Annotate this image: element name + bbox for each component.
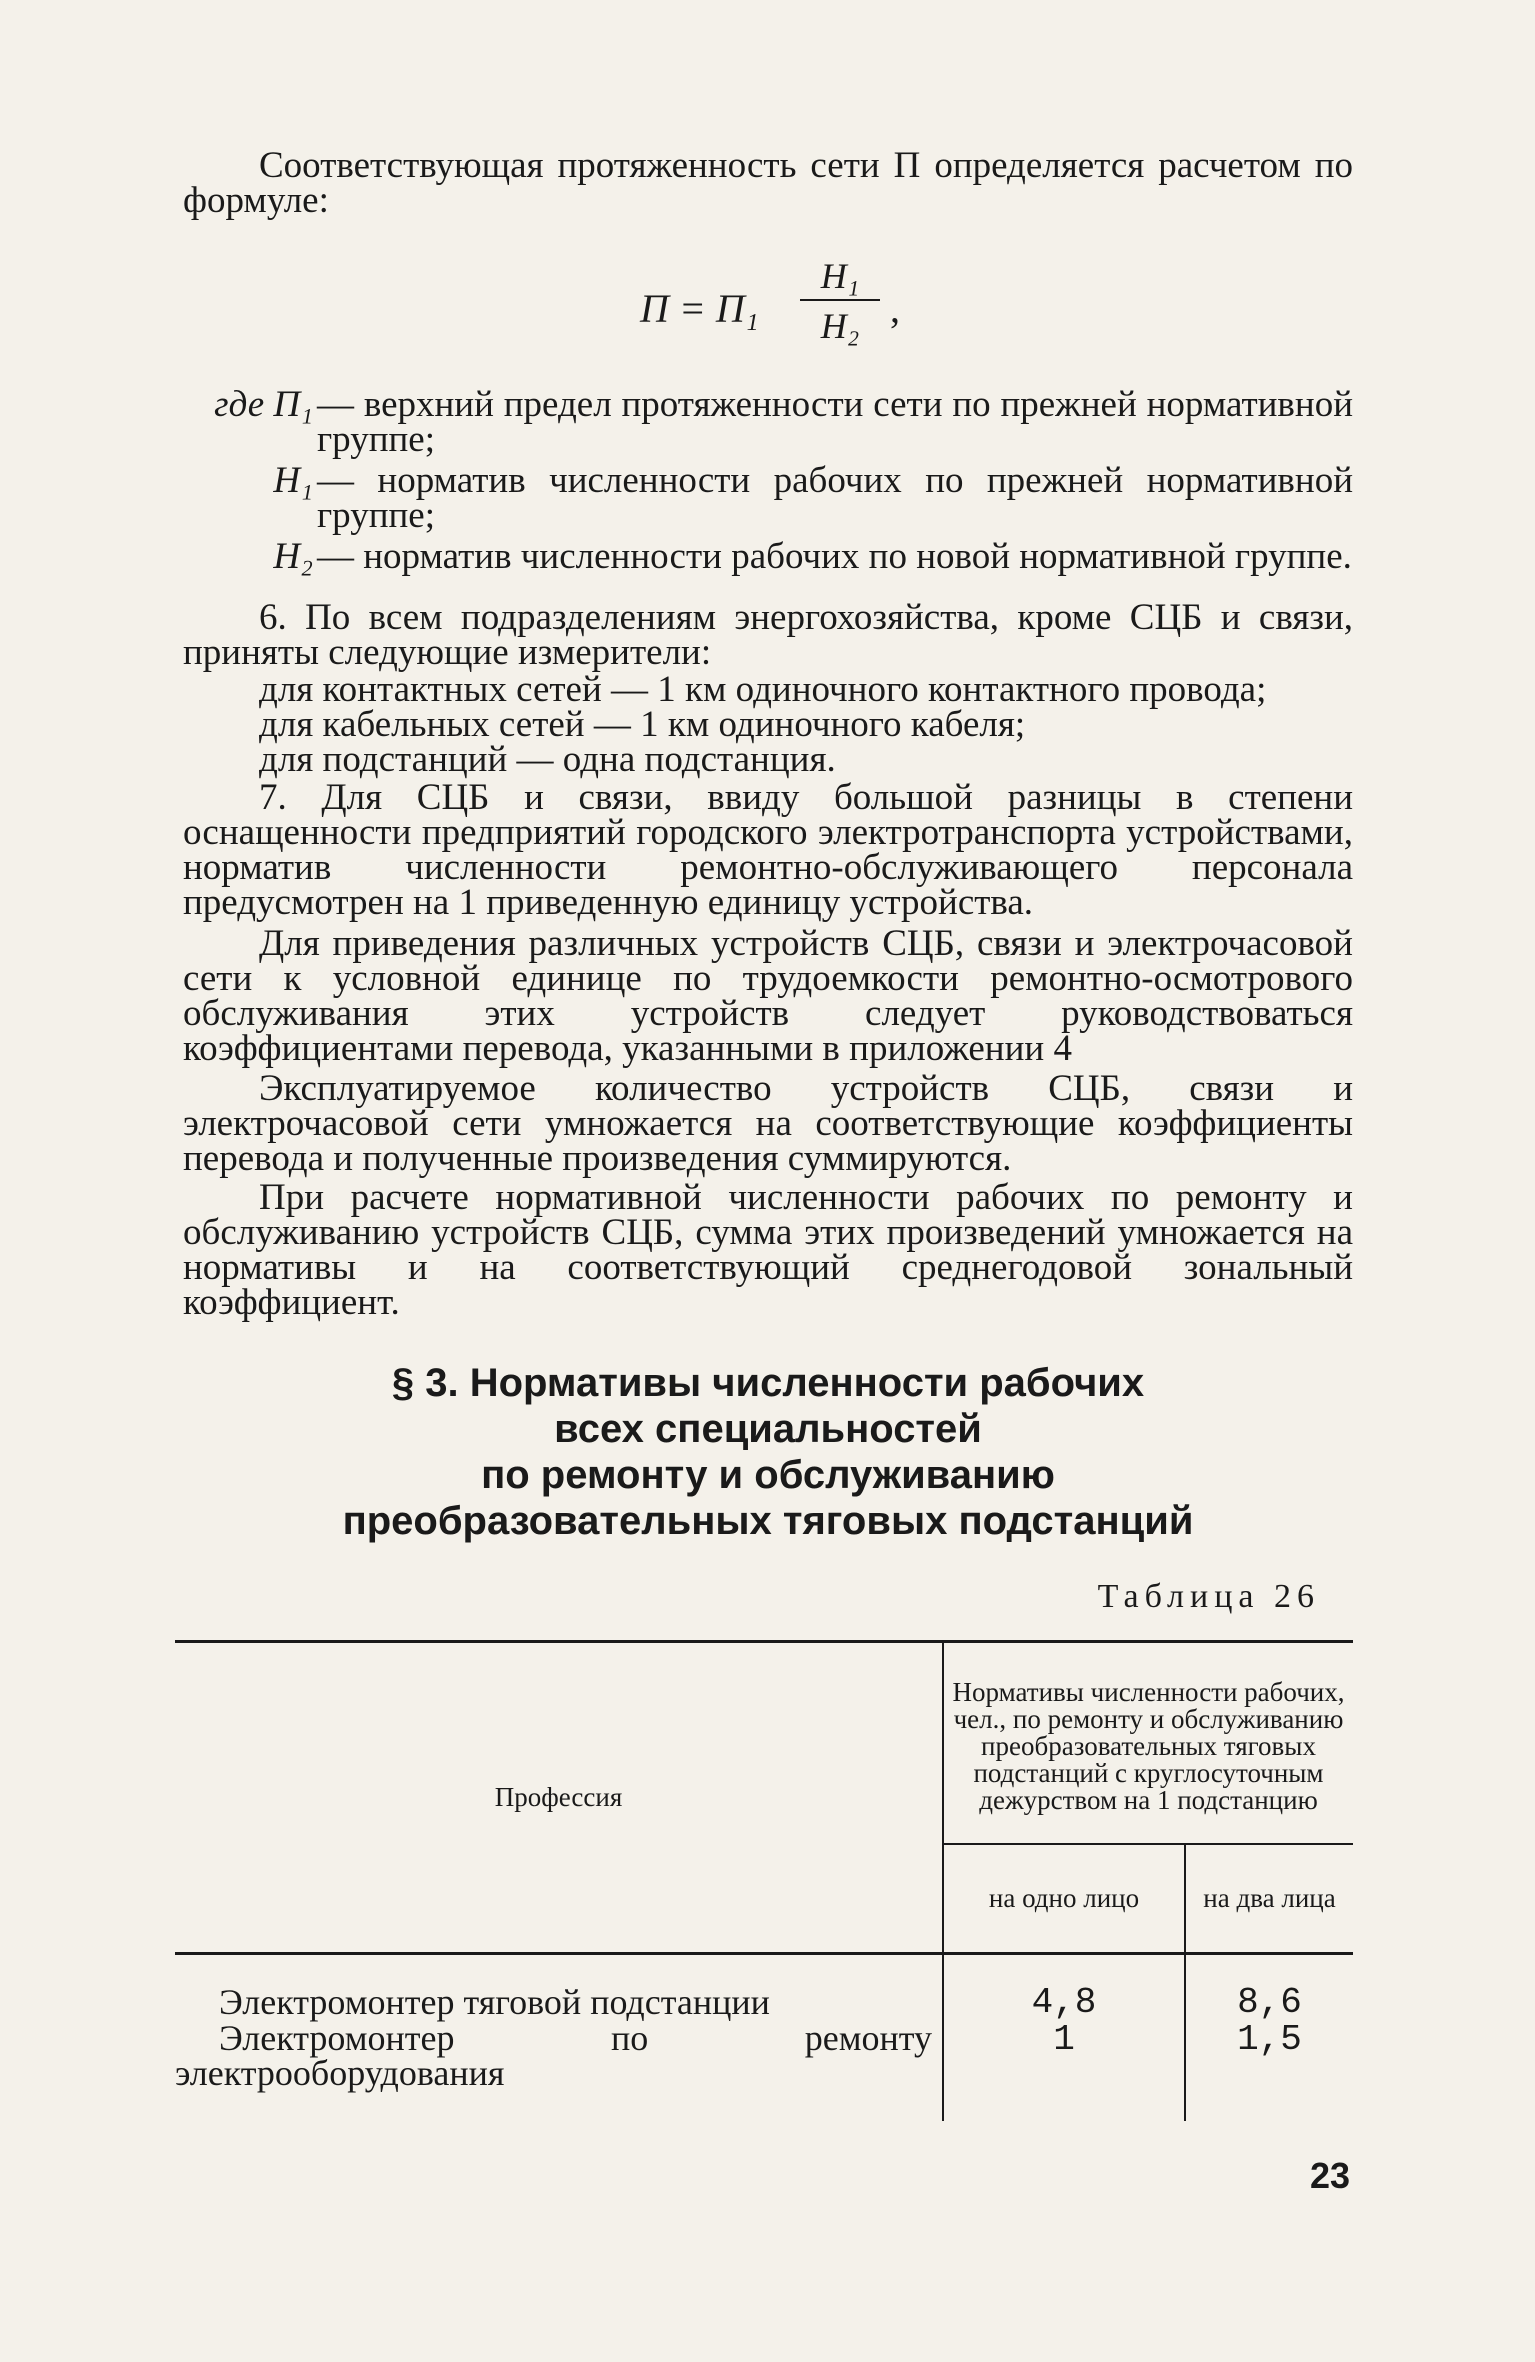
formula-denominator: H₂	[820, 306, 860, 346]
formula-lhs: П = П₁	[640, 286, 759, 331]
heading-line: по ремонту и обслуживанию	[481, 1453, 1055, 1497]
cell-profession: Электромонтер тяговой подстанции	[175, 1954, 943, 2022]
definition-symbol: Н₁	[273, 460, 313, 501]
cell-one-person: 1	[943, 2021, 1185, 2121]
paragraph-8: Для приведения различных устройств СЦБ, связи и электрочасовой сети к условной единице по трудоемкости ремонтно-осмотрового обслуживания этих устройств следует руководствоваться коэффициентами перевода, указанными в приложении 4	[183, 923, 1353, 1069]
definitions-list	[183, 384, 1353, 580]
formula-numerator: H₁	[820, 256, 860, 296]
definition-text: — норматив численности рабочих по прежней нормативной группе;	[317, 460, 1353, 536]
formula-tail: ,	[890, 286, 900, 331]
paragraph-10: При расчете нормативной численности рабочих по ремонту и обслуживанию устройств СЦБ, сумма этих произведений умножается на нормативы и на соответствующий среднегодовой зональный коэффициент.	[183, 1177, 1353, 1323]
heading-line: § 3. Нормативы численности рабочих	[391, 1361, 1145, 1405]
paragraph-9: Эксплуатируемое количество устройств СЦБ, связи и электрочасовой сети умножается на соответствующие коэффициенты перевода и полученные произведения суммируются.	[183, 1068, 1353, 1179]
cell-profession: Электромонтер по ремонту электрооборудования	[175, 2021, 943, 2121]
definition-item	[183, 536, 1353, 577]
heading-line: всех специальностей	[554, 1407, 982, 1451]
measure-item: для контактных сетей — 1 км одиночного контактного провода;	[259, 669, 1267, 710]
header-norms-group: Нормативы численности рабочих, чел., по ремонту и обслуживанию преобразовательных тяговых подстанций с круглосуточным дежурством на 1 подстанцию	[943, 1642, 1353, 1845]
measures-list	[183, 669, 1353, 780]
definition-text: — норматив численности рабочих по новой нормативной группе.	[317, 536, 1352, 577]
cell-two-persons: 1,5	[1237, 2019, 1302, 2060]
cell-one-person: 4,8	[943, 1954, 1185, 2022]
fraction-bar	[800, 299, 880, 301]
table-row	[175, 2021, 1353, 2121]
section-heading	[183, 1360, 1353, 1544]
paragraph-7: 7. Для СЦБ и связи, ввиду большой разницы в степени оснащенности предприятий городского электротранспорта устройствами, норматив численности ремонтно-обслуживающего персонала предусмотрен на 1 приведенную единицу устройства.	[183, 777, 1353, 923]
definition-item	[183, 460, 1353, 536]
cell-two-persons: 8,6	[1237, 1982, 1302, 2023]
paragraph-6: 6. По всем подразделениям энергохозяйства, кроме СЦБ и связи, приняты следующие измерители:	[183, 597, 1353, 673]
header-profession: Профессия	[175, 1642, 943, 1954]
heading-line: преобразовательных тяговых подстанций	[342, 1499, 1194, 1543]
norms-table	[175, 1640, 1353, 2121]
header-one-person: на одно лицо	[943, 1844, 1185, 1954]
definition-item	[183, 384, 1353, 460]
definition-text: — верхний предел протяженности сети по прежней нормативной группе;	[317, 384, 1353, 460]
table-row	[175, 1954, 1353, 2022]
formula-fraction	[800, 255, 880, 347]
measure-item: для кабельных сетей — 1 км одиночного кабеля;	[259, 704, 1026, 745]
definition-symbol: где П₁	[214, 384, 313, 425]
definition-symbol: Н₂	[273, 536, 313, 577]
formula	[0, 245, 1535, 355]
measure-item: для подстанций — одна подстанция.	[259, 739, 836, 780]
header-two-persons: на два лица	[1203, 1883, 1336, 1913]
page-number: 23	[1309, 2155, 1350, 2196]
table-caption: Таблица 26	[1097, 1578, 1320, 1615]
intro-paragraph: Соответствующая протяженность сети П определяется расчетом по формуле:	[183, 145, 1353, 221]
